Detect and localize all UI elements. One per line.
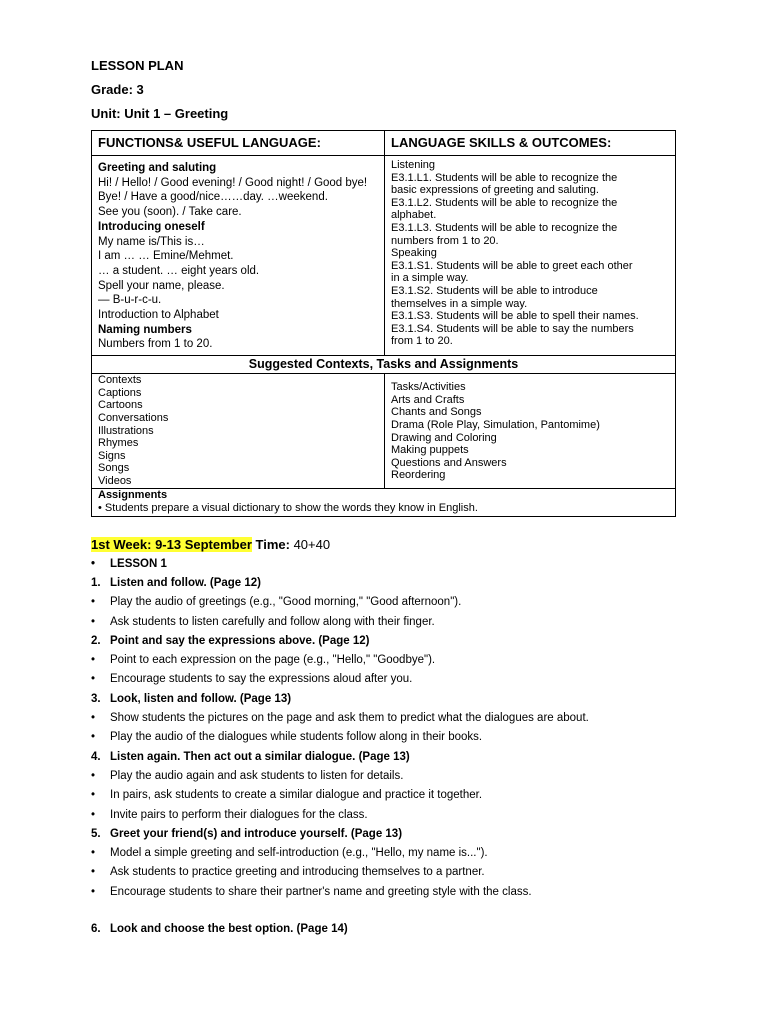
list-item-text: Greet your friend(s) and introduce yourself. (Page 13) xyxy=(110,827,403,840)
list-marker: • xyxy=(91,731,96,744)
week-label: 1st Week: 9-13 September xyxy=(91,536,252,552)
time-value: 40+40 xyxy=(293,536,331,552)
list-item-text: Encourage students to share their partner's name and greeting style with the class. xyxy=(110,885,532,898)
step-bullet xyxy=(91,672,677,691)
function-line: I am … … Emine/Mehmet. xyxy=(98,250,234,263)
context-item: Signs xyxy=(98,449,126,462)
list-marker: 6. xyxy=(91,923,101,936)
contexts-cell xyxy=(92,374,385,489)
step-heading xyxy=(91,922,677,941)
task-item: Making puppets xyxy=(391,444,469,457)
skill-line: E3.1.S4. Students will be able to say the numbers xyxy=(391,322,634,335)
context-item: Conversations xyxy=(98,411,169,424)
skill-line: numbers from 1 to 20. xyxy=(391,234,499,247)
list-item-text: Invite pairs to perform their dialogues for the class. xyxy=(110,808,368,821)
list-item-text: Play the audio of greetings (e.g., "Good morning," "Good afternoon"). xyxy=(110,596,462,609)
functions-header: FUNCTIONS& USEFUL LANGUAGE: xyxy=(92,131,385,156)
list-marker: • xyxy=(91,789,96,802)
list-marker: • xyxy=(91,866,96,879)
list-item-text: Play the audio of the dialogues while students follow along in their books. xyxy=(110,731,483,744)
function-line: Introduction to Alphabet xyxy=(98,309,219,322)
task-item: Drawing and Coloring xyxy=(391,431,497,444)
assignments-title: Assignments xyxy=(98,489,168,502)
skill-line: E3.1.S3. Students will be able to spell their names. xyxy=(391,310,639,323)
list-item-text: Point to each expression on the page (e.g., "Hello," "Goodbye"). xyxy=(110,654,436,667)
function-line: — B-u-r-c-u. xyxy=(98,294,162,307)
list-marker: • xyxy=(91,615,96,628)
skill-line: E3.1.S2. Students will be able to introduce xyxy=(391,284,598,297)
list-marker: • xyxy=(91,712,96,725)
list-item-text: LESSON 1 xyxy=(110,557,167,570)
step-bullet xyxy=(91,595,677,614)
context-item: Contexts xyxy=(98,374,142,387)
list-item-text: Ask students to listen carefully and follow along with their finger. xyxy=(110,615,435,628)
list-marker: • xyxy=(91,808,96,821)
functions-cell xyxy=(92,156,385,356)
list-item-text: Show students the pictures on the page and ask them to predict what the dialogues are about. xyxy=(110,712,589,725)
grade-line: Grade: 3 xyxy=(91,82,144,97)
time-label: Time: xyxy=(255,536,290,552)
list-marker: • xyxy=(91,885,96,898)
step-bullet xyxy=(91,865,677,884)
list-marker: 4. xyxy=(91,750,101,763)
function-line: Greeting and saluting xyxy=(98,162,217,174)
step-bullet xyxy=(91,711,677,730)
list-marker: 3. xyxy=(91,692,101,705)
skill-line: E3.1.S1. Students will be able to greet each other xyxy=(391,259,633,272)
skill-line: from 1 to 20. xyxy=(391,335,453,348)
list-marker: • xyxy=(91,596,96,609)
task-item: Arts and Crafts xyxy=(391,393,465,406)
task-item: Chants and Songs xyxy=(391,406,482,419)
function-line: Bye! / Have a good/nice……day. …weekend. xyxy=(98,191,328,204)
skill-line: basic expressions of greeting and saluting. xyxy=(391,184,599,197)
function-line: Numbers from 1 to 20. xyxy=(98,338,213,351)
list-item-text: Model a simple greeting and self-introduction (e.g., "Hello, my name is..."). xyxy=(110,847,488,860)
context-item: Illustrations xyxy=(98,424,154,437)
function-line: Hi! / Hello! / Good evening! / Good night! / Good bye! xyxy=(98,176,368,189)
task-item: Questions and Answers xyxy=(391,456,507,469)
context-item: Songs xyxy=(98,462,130,475)
list-item-text: Look, listen and follow. (Page 13) xyxy=(110,692,292,705)
lesson-steps-list xyxy=(91,557,677,942)
step-bullet xyxy=(91,788,677,807)
context-item: Captions xyxy=(98,386,142,399)
week-line xyxy=(91,537,677,557)
skill-line: Listening xyxy=(391,159,436,171)
function-line: Naming numbers xyxy=(98,323,192,336)
list-item-text: Ask students to practice greeting and introducing themselves to a partner. xyxy=(110,866,485,879)
list-item-text: Encourage students to say the expressions aloud after you. xyxy=(110,673,413,686)
context-item: Videos xyxy=(98,474,132,487)
function-line: My name is/This is… xyxy=(98,235,205,248)
document-title: LESSON PLAN xyxy=(91,58,184,73)
skill-line: E3.1.L2. Students will be able to recognize the xyxy=(391,196,618,209)
list-item-text: Play the audio again and ask students to listen for details. xyxy=(110,769,404,782)
list-marker: • xyxy=(91,769,96,782)
function-line: Spell your name, please. xyxy=(98,279,225,292)
list-marker: 2. xyxy=(91,634,101,647)
skill-line: alphabet. xyxy=(391,209,437,222)
skill-line: E3.1.L3. Students will be able to recognize the xyxy=(391,221,618,234)
step-bullet xyxy=(91,615,677,634)
section-title: Suggested Contexts, Tasks and Assignments xyxy=(92,356,676,374)
step-heading xyxy=(91,634,677,653)
step-bullet xyxy=(91,653,677,672)
list-item-text: Look and choose the best option. (Page 14) xyxy=(110,923,348,936)
skills-cell xyxy=(385,156,676,356)
function-line: See you (soon). / Take care. xyxy=(98,206,242,219)
function-line: … a student. … eight years old. xyxy=(98,264,260,277)
tasks-cell xyxy=(385,374,676,489)
list-marker: 1. xyxy=(91,576,101,589)
assignments-text: • Students prepare a visual dictionary to show the words they know in English. xyxy=(98,502,478,515)
step-heading xyxy=(91,557,677,576)
task-item: Tasks/Activities xyxy=(391,381,466,394)
skills-header: LANGUAGE SKILLS & OUTCOMES: xyxy=(385,131,676,156)
step-bullet xyxy=(91,846,677,865)
list-marker: • xyxy=(91,557,96,570)
list-marker: 5. xyxy=(91,827,101,840)
task-item: Drama (Role Play, Simulation, Pantomime) xyxy=(391,418,600,431)
context-item: Rhymes xyxy=(98,437,139,450)
skill-line: themselves in a simple way. xyxy=(391,297,528,310)
list-item-text: Point and say the expressions above. (Page 12) xyxy=(110,634,370,647)
step-bullet xyxy=(91,769,677,788)
skill-line: E3.1.L1. Students will be able to recognize the xyxy=(391,171,618,184)
list-marker: • xyxy=(91,847,96,860)
list-item-text: Listen again. Then act out a similar dialogue. (Page 13) xyxy=(110,750,410,763)
step-heading xyxy=(91,576,677,595)
skill-line: Speaking xyxy=(391,247,437,260)
step-bullet xyxy=(91,885,677,904)
step-bullet xyxy=(91,730,677,749)
function-line: Introducing oneself xyxy=(98,220,205,233)
context-item: Cartoons xyxy=(98,399,143,412)
step-bullet xyxy=(91,808,677,827)
list-item-text: In pairs, ask students to create a similar dialogue and practice it together. xyxy=(110,789,483,802)
assignments-cell xyxy=(92,489,676,516)
skill-line: in a simple way. xyxy=(391,272,469,285)
lesson-plan-page xyxy=(91,58,677,941)
unit-line: Unit: Unit 1 – Greeting xyxy=(91,106,229,121)
list-marker: • xyxy=(91,654,96,667)
step-heading xyxy=(91,750,677,769)
list-marker: • xyxy=(91,673,96,686)
step-heading xyxy=(91,827,677,846)
list-item-text: Listen and follow. (Page 12) xyxy=(110,576,262,589)
step-heading xyxy=(91,692,677,711)
lesson-plan-table xyxy=(91,130,676,517)
task-item: Reordering xyxy=(391,469,446,482)
